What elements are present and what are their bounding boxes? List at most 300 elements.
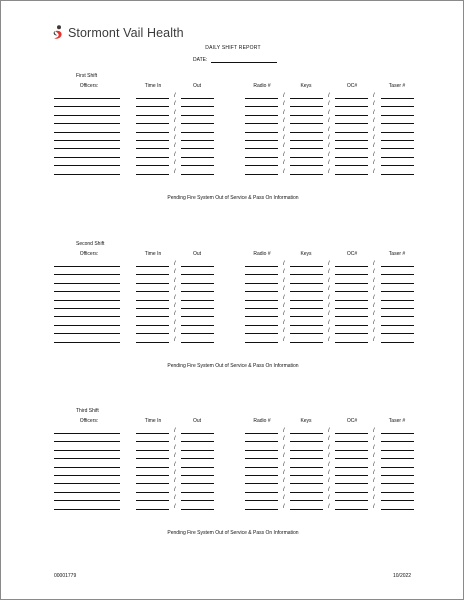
- oc-entry-line[interactable]: [335, 274, 368, 275]
- taser-entry-line[interactable]: [381, 333, 414, 334]
- slash-separator: /: [328, 261, 330, 267]
- oc-entry-line[interactable]: [335, 266, 368, 267]
- taser-entry-line[interactable]: [381, 283, 414, 284]
- slash-separator: /: [328, 436, 330, 443]
- officer-entry-line[interactable]: [54, 492, 120, 493]
- slash-separator: /: [174, 160, 176, 167]
- taser-entry-line[interactable]: [381, 492, 414, 493]
- radio-entry-line[interactable]: [245, 467, 278, 468]
- radio-entry-line[interactable]: [245, 475, 278, 476]
- officer-entry-line[interactable]: [54, 115, 120, 116]
- radio-entry-line[interactable]: [245, 148, 278, 149]
- officer-entry-line[interactable]: [54, 140, 120, 141]
- slash-separator: /: [328, 118, 330, 125]
- officer-entry-line[interactable]: [54, 500, 120, 501]
- slash-separator: /: [283, 93, 285, 99]
- keys-entry-line[interactable]: [290, 132, 323, 133]
- out-entry-line[interactable]: [181, 316, 214, 317]
- taser-entry-line[interactable]: [381, 274, 414, 275]
- keys-entry-line[interactable]: [290, 140, 323, 141]
- column-header-radio: Radio #: [253, 83, 271, 89]
- time-in-entry-line[interactable]: [136, 140, 169, 141]
- radio-entry-line[interactable]: [245, 300, 278, 301]
- slash-separator: /: [373, 151, 375, 158]
- radio-entry-line[interactable]: [245, 274, 278, 275]
- slash-separator: /: [328, 453, 330, 460]
- time-in-entry-line[interactable]: [136, 316, 169, 317]
- keys-entry-line[interactable]: [290, 300, 323, 301]
- out-entry-line[interactable]: [181, 165, 214, 166]
- out-entry-line[interactable]: [181, 333, 214, 334]
- slash-separator: /: [373, 470, 375, 476]
- officer-entry-line[interactable]: [54, 509, 120, 510]
- slash-separator: /: [373, 495, 375, 502]
- taser-entry-line[interactable]: [381, 342, 414, 343]
- oc-entry-line[interactable]: [335, 157, 368, 158]
- oc-entry-line[interactable]: [335, 325, 368, 326]
- officer-entry-line[interactable]: [54, 148, 120, 149]
- radio-entry-line[interactable]: [245, 509, 278, 510]
- slash-separator: /: [174, 461, 176, 468]
- out-entry-line[interactable]: [181, 467, 214, 468]
- time-in-entry-line[interactable]: [136, 132, 169, 133]
- slash-separator: /: [373, 461, 375, 468]
- officer-entry-line[interactable]: [54, 123, 120, 124]
- out-entry-line[interactable]: [181, 450, 214, 451]
- oc-entry-line[interactable]: [335, 458, 368, 459]
- slash-separator: /: [373, 303, 375, 309]
- officer-entry-line[interactable]: [54, 308, 120, 309]
- officer-entry-line[interactable]: [54, 266, 120, 267]
- radio-entry-line[interactable]: [245, 316, 278, 317]
- oc-entry-line[interactable]: [335, 140, 368, 141]
- taser-entry-line[interactable]: [381, 483, 414, 484]
- keys-entry-line[interactable]: [290, 467, 323, 468]
- keys-entry-line[interactable]: [290, 458, 323, 459]
- slash-separator: /: [174, 118, 176, 125]
- radio-entry-line[interactable]: [245, 140, 278, 141]
- taser-entry-line[interactable]: [381, 458, 414, 459]
- officer-entry-line[interactable]: [54, 483, 120, 484]
- column-header-out: Out: [192, 251, 202, 257]
- keys-entry-line[interactable]: [290, 308, 323, 309]
- slash-separator: /: [328, 470, 330, 476]
- radio-entry-line[interactable]: [245, 157, 278, 158]
- time-in-entry-line[interactable]: [136, 123, 169, 124]
- out-entry-line[interactable]: [181, 132, 214, 133]
- officer-entry-line[interactable]: [54, 132, 120, 133]
- slash-separator: /: [174, 294, 176, 301]
- time-in-entry-line[interactable]: [136, 475, 169, 476]
- date-label: DATE:: [193, 57, 208, 63]
- time-in-entry-line[interactable]: [136, 333, 169, 334]
- keys-entry-line[interactable]: [290, 174, 323, 175]
- column-header-keys: Keys: [300, 251, 312, 257]
- slash-separator: /: [283, 160, 285, 167]
- out-entry-line[interactable]: [181, 509, 214, 510]
- slash-separator: /: [283, 151, 285, 158]
- time-in-entry-line[interactable]: [136, 106, 169, 107]
- officer-entry-line[interactable]: [54, 291, 120, 292]
- slash-separator: /: [373, 261, 375, 267]
- slash-separator: /: [283, 503, 285, 510]
- column-header-taser: Taser #: [388, 251, 406, 257]
- keys-entry-line[interactable]: [290, 157, 323, 158]
- slash-separator: /: [373, 328, 375, 335]
- time-in-entry-line[interactable]: [136, 492, 169, 493]
- out-entry-line[interactable]: [181, 115, 214, 116]
- column-header-time-in: Time In: [144, 83, 162, 89]
- column-header-out: Out: [192, 83, 202, 89]
- slash-separator: /: [283, 319, 285, 326]
- slash-separator: /: [373, 478, 375, 485]
- keys-entry-line[interactable]: [290, 509, 323, 510]
- radio-entry-line[interactable]: [245, 308, 278, 309]
- keys-entry-line[interactable]: [290, 165, 323, 166]
- officer-entry-line[interactable]: [54, 316, 120, 317]
- oc-entry-line[interactable]: [335, 283, 368, 284]
- officer-entry-line[interactable]: [54, 467, 120, 468]
- radio-entry-line[interactable]: [245, 283, 278, 284]
- out-entry-line[interactable]: [181, 266, 214, 267]
- keys-entry-line[interactable]: [290, 98, 323, 99]
- out-entry-line[interactable]: [181, 283, 214, 284]
- time-in-entry-line[interactable]: [136, 266, 169, 267]
- keys-entry-line[interactable]: [290, 342, 323, 343]
- radio-entry-line[interactable]: [245, 333, 278, 334]
- taser-entry-line[interactable]: [381, 106, 414, 107]
- slash-separator: /: [373, 311, 375, 318]
- taser-entry-line[interactable]: [381, 98, 414, 99]
- oc-entry-line[interactable]: [335, 475, 368, 476]
- keys-entry-line[interactable]: [290, 483, 323, 484]
- keys-entry-line[interactable]: [290, 106, 323, 107]
- slash-separator: /: [174, 436, 176, 443]
- slash-separator: /: [174, 168, 176, 175]
- officer-entry-line[interactable]: [54, 157, 120, 158]
- slash-separator: /: [328, 93, 330, 99]
- out-entry-line[interactable]: [181, 433, 214, 434]
- time-in-entry-line[interactable]: [136, 467, 169, 468]
- oc-entry-line[interactable]: [335, 148, 368, 149]
- taser-entry-line[interactable]: [381, 157, 414, 158]
- shift-title: First Shift: [76, 73, 98, 79]
- slash-separator: /: [283, 486, 285, 493]
- slash-separator: /: [328, 486, 330, 493]
- oc-entry-line[interactable]: [335, 106, 368, 107]
- keys-entry-line[interactable]: [290, 115, 323, 116]
- pending-fire-system-note: Pending Fire System Out of Service & Pass On Information: [167, 530, 299, 536]
- slash-separator: /: [328, 126, 330, 133]
- taser-entry-line[interactable]: [381, 174, 414, 175]
- oc-entry-line[interactable]: [335, 115, 368, 116]
- slash-separator: /: [174, 101, 176, 108]
- radio-entry-line[interactable]: [245, 492, 278, 493]
- taser-entry-line[interactable]: [381, 140, 414, 141]
- time-in-entry-line[interactable]: [136, 283, 169, 284]
- keys-entry-line[interactable]: [290, 475, 323, 476]
- slash-separator: /: [174, 478, 176, 485]
- slash-separator: /: [373, 93, 375, 99]
- shift-section-first: [1, 73, 464, 223]
- slash-separator: /: [283, 444, 285, 451]
- oc-entry-line[interactable]: [335, 483, 368, 484]
- officer-entry-line[interactable]: [54, 342, 120, 343]
- slash-separator: /: [174, 261, 176, 267]
- time-in-entry-line[interactable]: [136, 342, 169, 343]
- keys-entry-line[interactable]: [290, 325, 323, 326]
- out-entry-line[interactable]: [181, 492, 214, 493]
- radio-entry-line[interactable]: [245, 132, 278, 133]
- time-in-entry-line[interactable]: [136, 174, 169, 175]
- out-entry-line[interactable]: [181, 342, 214, 343]
- out-entry-line[interactable]: [181, 483, 214, 484]
- out-entry-line[interactable]: [181, 300, 214, 301]
- oc-entry-line[interactable]: [335, 450, 368, 451]
- slash-separator: /: [174, 311, 176, 318]
- radio-entry-line[interactable]: [245, 98, 278, 99]
- slash-separator: /: [283, 109, 285, 116]
- column-header-oc: OC#: [346, 418, 358, 424]
- out-entry-line[interactable]: [181, 157, 214, 158]
- oc-entry-line[interactable]: [335, 492, 368, 493]
- out-entry-line[interactable]: [181, 148, 214, 149]
- radio-entry-line[interactable]: [245, 291, 278, 292]
- taser-entry-line[interactable]: [381, 433, 414, 434]
- out-entry-line[interactable]: [181, 458, 214, 459]
- slash-separator: /: [328, 336, 330, 343]
- column-header-time-in: Time In: [144, 418, 162, 424]
- officer-entry-line[interactable]: [54, 433, 120, 434]
- oc-entry-line[interactable]: [335, 500, 368, 501]
- out-entry-line[interactable]: [181, 274, 214, 275]
- slash-separator: /: [174, 126, 176, 133]
- time-in-entry-line[interactable]: [136, 157, 169, 158]
- out-entry-line[interactable]: [181, 475, 214, 476]
- slash-separator: /: [328, 428, 330, 434]
- officer-entry-line[interactable]: [54, 165, 120, 166]
- slash-separator: /: [174, 503, 176, 510]
- shift-title: Second Shift: [76, 241, 105, 247]
- slash-separator: /: [373, 486, 375, 493]
- oc-entry-line[interactable]: [335, 98, 368, 99]
- radio-entry-line[interactable]: [245, 342, 278, 343]
- radio-entry-line[interactable]: [245, 441, 278, 442]
- oc-entry-line[interactable]: [335, 174, 368, 175]
- keys-entry-line[interactable]: [290, 441, 323, 442]
- oc-entry-line[interactable]: [335, 441, 368, 442]
- slash-separator: /: [174, 336, 176, 343]
- slash-separator: /: [174, 269, 176, 276]
- time-in-entry-line[interactable]: [136, 300, 169, 301]
- time-in-entry-line[interactable]: [136, 433, 169, 434]
- slash-separator: /: [328, 328, 330, 335]
- officer-entry-line[interactable]: [54, 333, 120, 334]
- officer-entry-line[interactable]: [54, 325, 120, 326]
- radio-entry-line[interactable]: [245, 106, 278, 107]
- radio-entry-line[interactable]: [245, 458, 278, 459]
- slash-separator: /: [283, 311, 285, 318]
- taser-entry-line[interactable]: [381, 475, 414, 476]
- keys-entry-line[interactable]: [290, 148, 323, 149]
- officer-entry-line[interactable]: [54, 98, 120, 99]
- out-entry-line[interactable]: [181, 291, 214, 292]
- time-in-entry-line[interactable]: [136, 148, 169, 149]
- radio-entry-line[interactable]: [245, 450, 278, 451]
- taser-entry-line[interactable]: [381, 148, 414, 149]
- keys-entry-line[interactable]: [290, 266, 323, 267]
- out-entry-line[interactable]: [181, 174, 214, 175]
- column-header-taser: Taser #: [388, 418, 406, 424]
- oc-entry-line[interactable]: [335, 333, 368, 334]
- column-header-time-in: Time In: [144, 251, 162, 257]
- time-in-entry-line[interactable]: [136, 308, 169, 309]
- keys-entry-line[interactable]: [290, 316, 323, 317]
- officer-entry-line[interactable]: [54, 441, 120, 442]
- oc-entry-line[interactable]: [335, 300, 368, 301]
- slash-separator: /: [174, 277, 176, 284]
- shift-title: Third Shift: [76, 408, 99, 414]
- date-field[interactable]: [211, 62, 277, 63]
- slash-separator: /: [283, 478, 285, 485]
- keys-entry-line[interactable]: [290, 123, 323, 124]
- time-in-entry-line[interactable]: [136, 274, 169, 275]
- out-entry-line[interactable]: [181, 98, 214, 99]
- keys-entry-line[interactable]: [290, 433, 323, 434]
- radio-entry-line[interactable]: [245, 165, 278, 166]
- taser-entry-line[interactable]: [381, 291, 414, 292]
- radio-entry-line[interactable]: [245, 500, 278, 501]
- time-in-entry-line[interactable]: [136, 458, 169, 459]
- taser-entry-line[interactable]: [381, 316, 414, 317]
- slash-separator: /: [174, 470, 176, 476]
- out-entry-line[interactable]: [181, 308, 214, 309]
- oc-entry-line[interactable]: [335, 342, 368, 343]
- time-in-entry-line[interactable]: [136, 115, 169, 116]
- oc-entry-line[interactable]: [335, 165, 368, 166]
- radio-entry-line[interactable]: [245, 123, 278, 124]
- officer-entry-line[interactable]: [54, 274, 120, 275]
- keys-entry-line[interactable]: [290, 283, 323, 284]
- slash-separator: /: [283, 118, 285, 125]
- slash-separator: /: [174, 319, 176, 326]
- out-entry-line[interactable]: [181, 500, 214, 501]
- radio-entry-line[interactable]: [245, 433, 278, 434]
- taser-entry-line[interactable]: [381, 266, 414, 267]
- column-header-taser: Taser #: [388, 83, 406, 89]
- taser-entry-line[interactable]: [381, 500, 414, 501]
- column-header-officer: Officers:: [79, 418, 99, 424]
- oc-entry-line[interactable]: [335, 467, 368, 468]
- radio-entry-line[interactable]: [245, 325, 278, 326]
- slash-separator: /: [373, 286, 375, 293]
- column-header-oc: OC#: [346, 251, 358, 257]
- slash-separator: /: [328, 143, 330, 150]
- radio-entry-line[interactable]: [245, 483, 278, 484]
- taser-entry-line[interactable]: [381, 300, 414, 301]
- radio-entry-line[interactable]: [245, 174, 278, 175]
- slash-separator: /: [283, 261, 285, 267]
- time-in-entry-line[interactable]: [136, 483, 169, 484]
- slash-separator: /: [328, 277, 330, 284]
- taser-entry-line[interactable]: [381, 132, 414, 133]
- keys-entry-line[interactable]: [290, 492, 323, 493]
- time-in-entry-line[interactable]: [136, 500, 169, 501]
- keys-entry-line[interactable]: [290, 500, 323, 501]
- officer-entry-line[interactable]: [54, 174, 120, 175]
- keys-entry-line[interactable]: [290, 291, 323, 292]
- time-in-entry-line[interactable]: [136, 98, 169, 99]
- time-in-entry-line[interactable]: [136, 325, 169, 326]
- slash-separator: /: [328, 135, 330, 141]
- form-number: 00001779: [54, 573, 77, 579]
- slash-separator: /: [328, 478, 330, 485]
- officer-entry-line[interactable]: [54, 458, 120, 459]
- taser-entry-line[interactable]: [381, 115, 414, 116]
- oc-entry-line[interactable]: [335, 433, 368, 434]
- slash-separator: /: [174, 109, 176, 116]
- taser-entry-line[interactable]: [381, 509, 414, 510]
- oc-entry-line[interactable]: [335, 132, 368, 133]
- officer-entry-line[interactable]: [54, 300, 120, 301]
- officer-entry-line[interactable]: [54, 450, 120, 451]
- oc-entry-line[interactable]: [335, 123, 368, 124]
- slash-separator: /: [174, 93, 176, 99]
- slash-separator: /: [283, 436, 285, 443]
- pending-fire-system-note: Pending Fire System Out of Service & Pass On Information: [167, 195, 299, 201]
- slash-separator: /: [373, 126, 375, 133]
- brand-logo: [53, 25, 184, 40]
- taser-entry-line[interactable]: [381, 467, 414, 468]
- out-entry-line[interactable]: [181, 123, 214, 124]
- radio-entry-line[interactable]: [245, 266, 278, 267]
- out-entry-line[interactable]: [181, 140, 214, 141]
- slash-separator: /: [373, 118, 375, 125]
- out-entry-line[interactable]: [181, 325, 214, 326]
- time-in-entry-line[interactable]: [136, 165, 169, 166]
- officer-entry-line[interactable]: [54, 475, 120, 476]
- oc-entry-line[interactable]: [335, 316, 368, 317]
- taser-entry-line[interactable]: [381, 123, 414, 124]
- taser-entry-line[interactable]: [381, 450, 414, 451]
- slash-separator: /: [283, 143, 285, 150]
- taser-entry-line[interactable]: [381, 325, 414, 326]
- taser-entry-line[interactable]: [381, 308, 414, 309]
- radio-entry-line[interactable]: [245, 115, 278, 116]
- keys-entry-line[interactable]: [290, 274, 323, 275]
- out-entry-line[interactable]: [181, 106, 214, 107]
- slash-separator: /: [328, 303, 330, 309]
- oc-entry-line[interactable]: [335, 509, 368, 510]
- time-in-entry-line[interactable]: [136, 291, 169, 292]
- officer-entry-line[interactable]: [54, 283, 120, 284]
- taser-entry-line[interactable]: [381, 165, 414, 166]
- keys-entry-line[interactable]: [290, 333, 323, 334]
- slash-separator: /: [328, 101, 330, 108]
- time-in-entry-line[interactable]: [136, 441, 169, 442]
- officer-entry-line[interactable]: [54, 106, 120, 107]
- time-in-entry-line[interactable]: [136, 509, 169, 510]
- slash-separator: /: [283, 453, 285, 460]
- taser-entry-line[interactable]: [381, 441, 414, 442]
- oc-entry-line[interactable]: [335, 291, 368, 292]
- time-in-entry-line[interactable]: [136, 450, 169, 451]
- slash-separator: /: [283, 495, 285, 502]
- slash-separator: /: [174, 135, 176, 141]
- out-entry-line[interactable]: [181, 441, 214, 442]
- oc-entry-line[interactable]: [335, 308, 368, 309]
- keys-entry-line[interactable]: [290, 450, 323, 451]
